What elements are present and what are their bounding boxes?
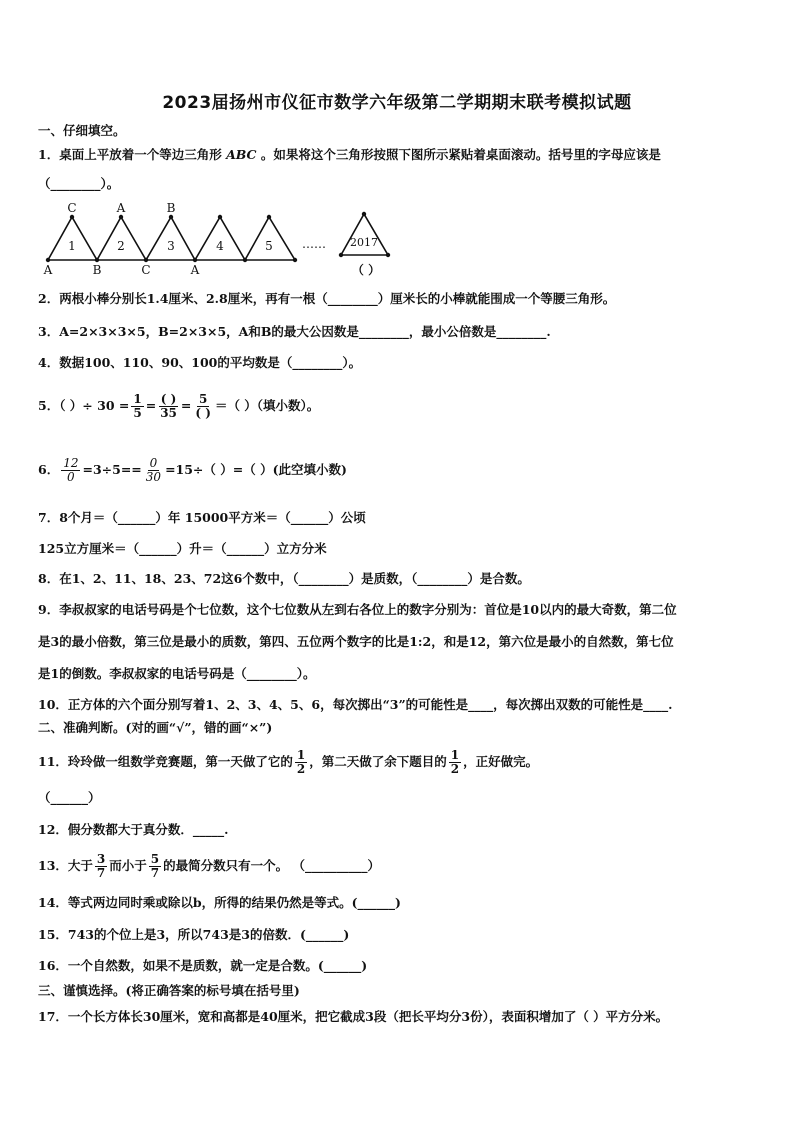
figure-bottom-label-2: B [92,263,102,277]
q5-f2-num: ( ) [160,391,177,406]
figure-bottom-label-1: A [43,263,53,277]
question-14: 14．等式两边同时乘或除以b，所得的结果仍然是等式。(______) [38,895,401,910]
q5-f1-den: 5 [133,405,142,420]
q5-text-a: 5．（ ）÷ 30 = [38,398,130,413]
question-2: 2．两根小棒分别长1.4厘米、2.8厘米，再有一根（________）厘米长的小棒就能围成一个等腰三角形。 [38,291,616,306]
q13-f2-den: 7 [150,865,160,880]
q11-fraction-2 [449,749,461,776]
triangle-number-1: 1 [68,239,76,253]
question-3: 3．A=2×3×3×5，B=2×3×5，A和B的最大公因数是________，最小公倍数是________. [38,324,551,339]
q13-f2-num: 5 [150,851,160,866]
q11-f2-den: 2 [450,761,460,776]
q6-fraction-1 [61,457,80,484]
section-heading-3: 三、谨慎选择。(将正确答案的标号填在括号里) [38,983,300,998]
question-12: 12．假分数都大于真分数．_____. [38,822,229,837]
q11-f1-num: 1 [296,747,306,762]
question-16: 16．一个自然数，如果不是质数，就一定是合数。(______) [38,958,368,973]
q6-text-b: =3÷5== [82,462,142,477]
q13-text-a: 13．大于 [38,858,93,873]
q6-f1-num: 12 [63,455,79,470]
q5-eq-2: = [180,398,192,413]
question-4: 4．数据100、110、90、100的平均数是（________）。 [38,355,362,370]
figure-ellipsis: …… [302,237,326,251]
figure-answer-paren: （ ） [351,263,381,277]
q5-f3-num: 5 [198,391,208,406]
q6-text-a: 6． [38,462,60,477]
q6-fraction-2 [144,457,163,484]
triangle-number-5: 5 [265,239,273,253]
q13-f1-num: 3 [96,851,106,866]
q11-answer-blank: （______） [38,790,101,805]
question-1 [38,147,661,163]
q13-text-b: 而小于 [109,858,147,873]
figure-top-label-3: B [166,201,176,215]
question-11 [38,744,538,780]
q1-text-a: 1．桌面上平放着一个等边三角形 [38,147,222,162]
question-9-line-2: 是3的最小倍数，第三位是最小的质数，第四、五位两个数字的比是1:2，和是12，第六位是最小的自然数，第七位 [38,634,674,649]
figure-bottom-label-4: A [190,263,200,277]
q11-text-a: 11．玲玲做一组数学竞赛题，第一天做了它的 [38,754,293,769]
q11-text-b: ，第二天做了余下题目的 [309,754,447,769]
question-15: 15．743的个位上是3，所以743是3的倍数．(______) [38,927,350,942]
q6-f2-num: 0 [149,455,158,470]
question-6 [38,450,347,490]
q1-text-b: 。如果将这个三角形按照下图所示紧贴着桌面滚动。括号里的字母应该是 [260,147,661,162]
question-8: 8．在1、2、11、18、23、72这6个数中，（________）是质数，（________）是合数。 [38,571,530,586]
q5-eq-1: = [145,398,157,413]
q13-f1-den: 7 [96,865,106,880]
triangle-number-2: 2 [117,239,125,253]
q6-f1-den: 0 [67,469,75,484]
q1-answer-blank: （________）。 [38,176,120,191]
triangle-number-4: 4 [216,239,224,253]
triangle-number-3: 3 [167,239,175,253]
q11-fraction-1 [295,749,307,776]
figure-top-label-2: A [116,201,126,215]
figure-bottom-label-3: C [141,263,151,277]
figure-top-label-1: C [67,201,77,215]
q5-f3-den: ( ) [195,405,211,420]
q6-f2-den: 30 [145,469,162,484]
q5-f2-den: 35 [160,405,177,420]
question-9-line-1: 9．李叔叔家的电话号码是个七位数，这个七位数从左到右各位上的数字分别为：首位是10以内的最大奇数，第二位 [38,602,677,617]
rolling-triangle-figure [36,200,456,282]
question-10: 10．正方体的六个面分别写着1、2、3、4、5、6，每次掷出“3”的可能性是____，每次掷出双数的可能性是____. [38,697,673,712]
section-heading-1: 一、仔细填空。 [38,123,126,138]
question-7-line-2: 125立方厘米＝（______）升＝（______）立方分米 [38,541,327,556]
section-heading-2: 二、准确判断。(对的画“√”，错的画“×”) [38,720,273,735]
question-17: 17．一个长方体长30厘米，宽和高都是40厘米，把它截成3段（把长平均分3份），表面积增加了（ ）平方分米。 [38,1009,669,1024]
question-9-line-3: 是1的倒数。李叔叔家的电话号码是（________）。 [38,666,316,681]
q5-fraction-2 [158,393,179,420]
question-13 [38,846,380,886]
question-5 [38,386,319,426]
q11-text-c: ，正好做完。 [463,754,539,769]
question-7-line-1: 7．8个月＝（______）年 15000平方米＝（______）公顷 [38,510,366,525]
q13-fraction-1 [95,853,107,880]
triangle-number-2017: 2017 [350,236,378,249]
q5-fraction-1 [131,393,143,420]
q5-text-b: ＝（ ）（填小数）。 [214,398,320,413]
q6-text-c: =15÷（ ）=（ ）(此空填小数) [165,462,347,477]
q11-f1-den: 2 [296,761,306,776]
q5-f1-num: 1 [133,391,142,406]
q13-fraction-2 [149,853,161,880]
page-title: 2023届扬州市仪征市数学六年级第二学期期末联考模拟试题 [162,93,632,113]
q5-fraction-3 [193,393,213,420]
q11-f2-num: 1 [450,747,460,762]
q13-text-c: 的最简分数只有一个。 （__________） [163,858,380,873]
q1-abc: ABC [226,147,257,162]
